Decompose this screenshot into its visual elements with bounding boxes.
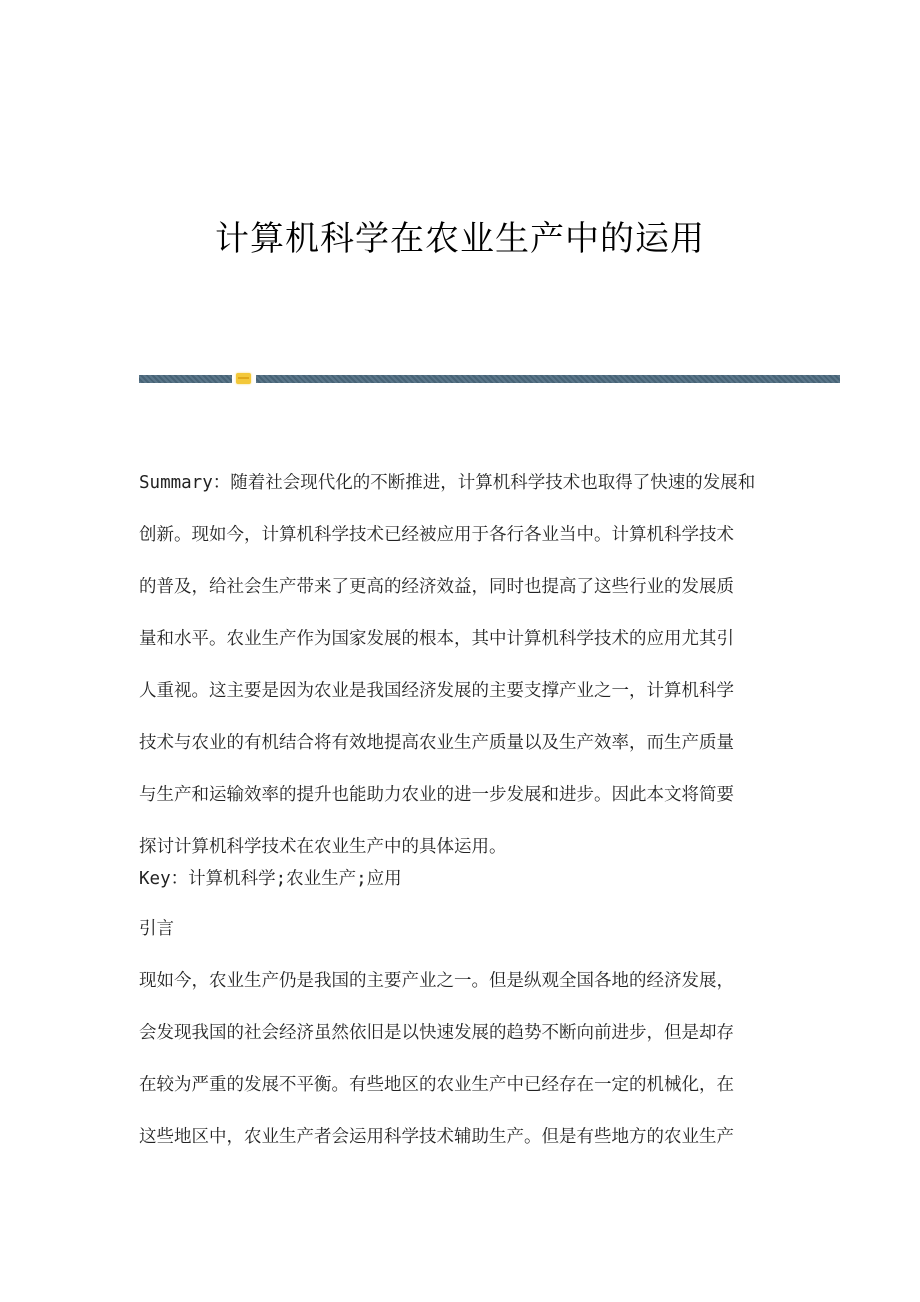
document-title: 计算机科学在农业生产中的运用 <box>215 219 705 259</box>
intro-line: 这些地区中，农业生产者会运用科学技术辅助生产。但是有些地方的农业生产 <box>139 1127 734 1147</box>
title-divider-right <box>256 375 840 383</box>
intro-paragraph <box>139 955 799 1163</box>
summary-line: 探讨计算机科学技术在农业生产中的具体运用。 <box>139 837 507 857</box>
divider-ornament-icon <box>236 373 251 384</box>
keywords-line: Key：计算机科学;农业生产;应用 <box>139 869 402 889</box>
intro-line: 现如今，农业生产仍是我国的主要产业之一。但是纵观全国各地的经济发展， <box>139 971 734 991</box>
title-divider-left <box>139 375 232 383</box>
intro-line: 会发现我国的社会经济虽然依旧是以快速发展的趋势不断向前进步，但是却存 <box>139 1023 734 1043</box>
summary-line: 人重视。这主要是因为农业是我国经济发展的主要支撑产业之一，计算机科学 <box>139 681 734 701</box>
summary-line: 的普及，给社会生产带来了更高的经济效益，同时也提高了这些行业的发展质 <box>139 577 734 597</box>
intro-heading: 引言 <box>139 919 174 939</box>
summary-line: 与生产和运输效率的提升也能助力农业的进一步发展和进步。因此本文将简要 <box>139 785 734 805</box>
summary-line: 创新。现如今，计算机科学技术已经被应用于各行各业当中。计算机科学技术 <box>139 525 734 545</box>
intro-line: 在较为严重的发展不平衡。有些地区的农业生产中已经存在一定的机械化，在 <box>139 1075 734 1095</box>
summary-line: 量和水平。农业生产作为国家发展的根本，其中计算机科学技术的应用尤其引 <box>139 629 734 649</box>
summary-paragraph <box>139 457 799 873</box>
summary-line: Summary：随着社会现代化的不断推进，计算机科学技术也取得了快速的发展和 <box>139 473 756 493</box>
summary-line: 技术与农业的有机结合将有效地提高农业生产质量以及生产效率，而生产质量 <box>139 733 734 753</box>
